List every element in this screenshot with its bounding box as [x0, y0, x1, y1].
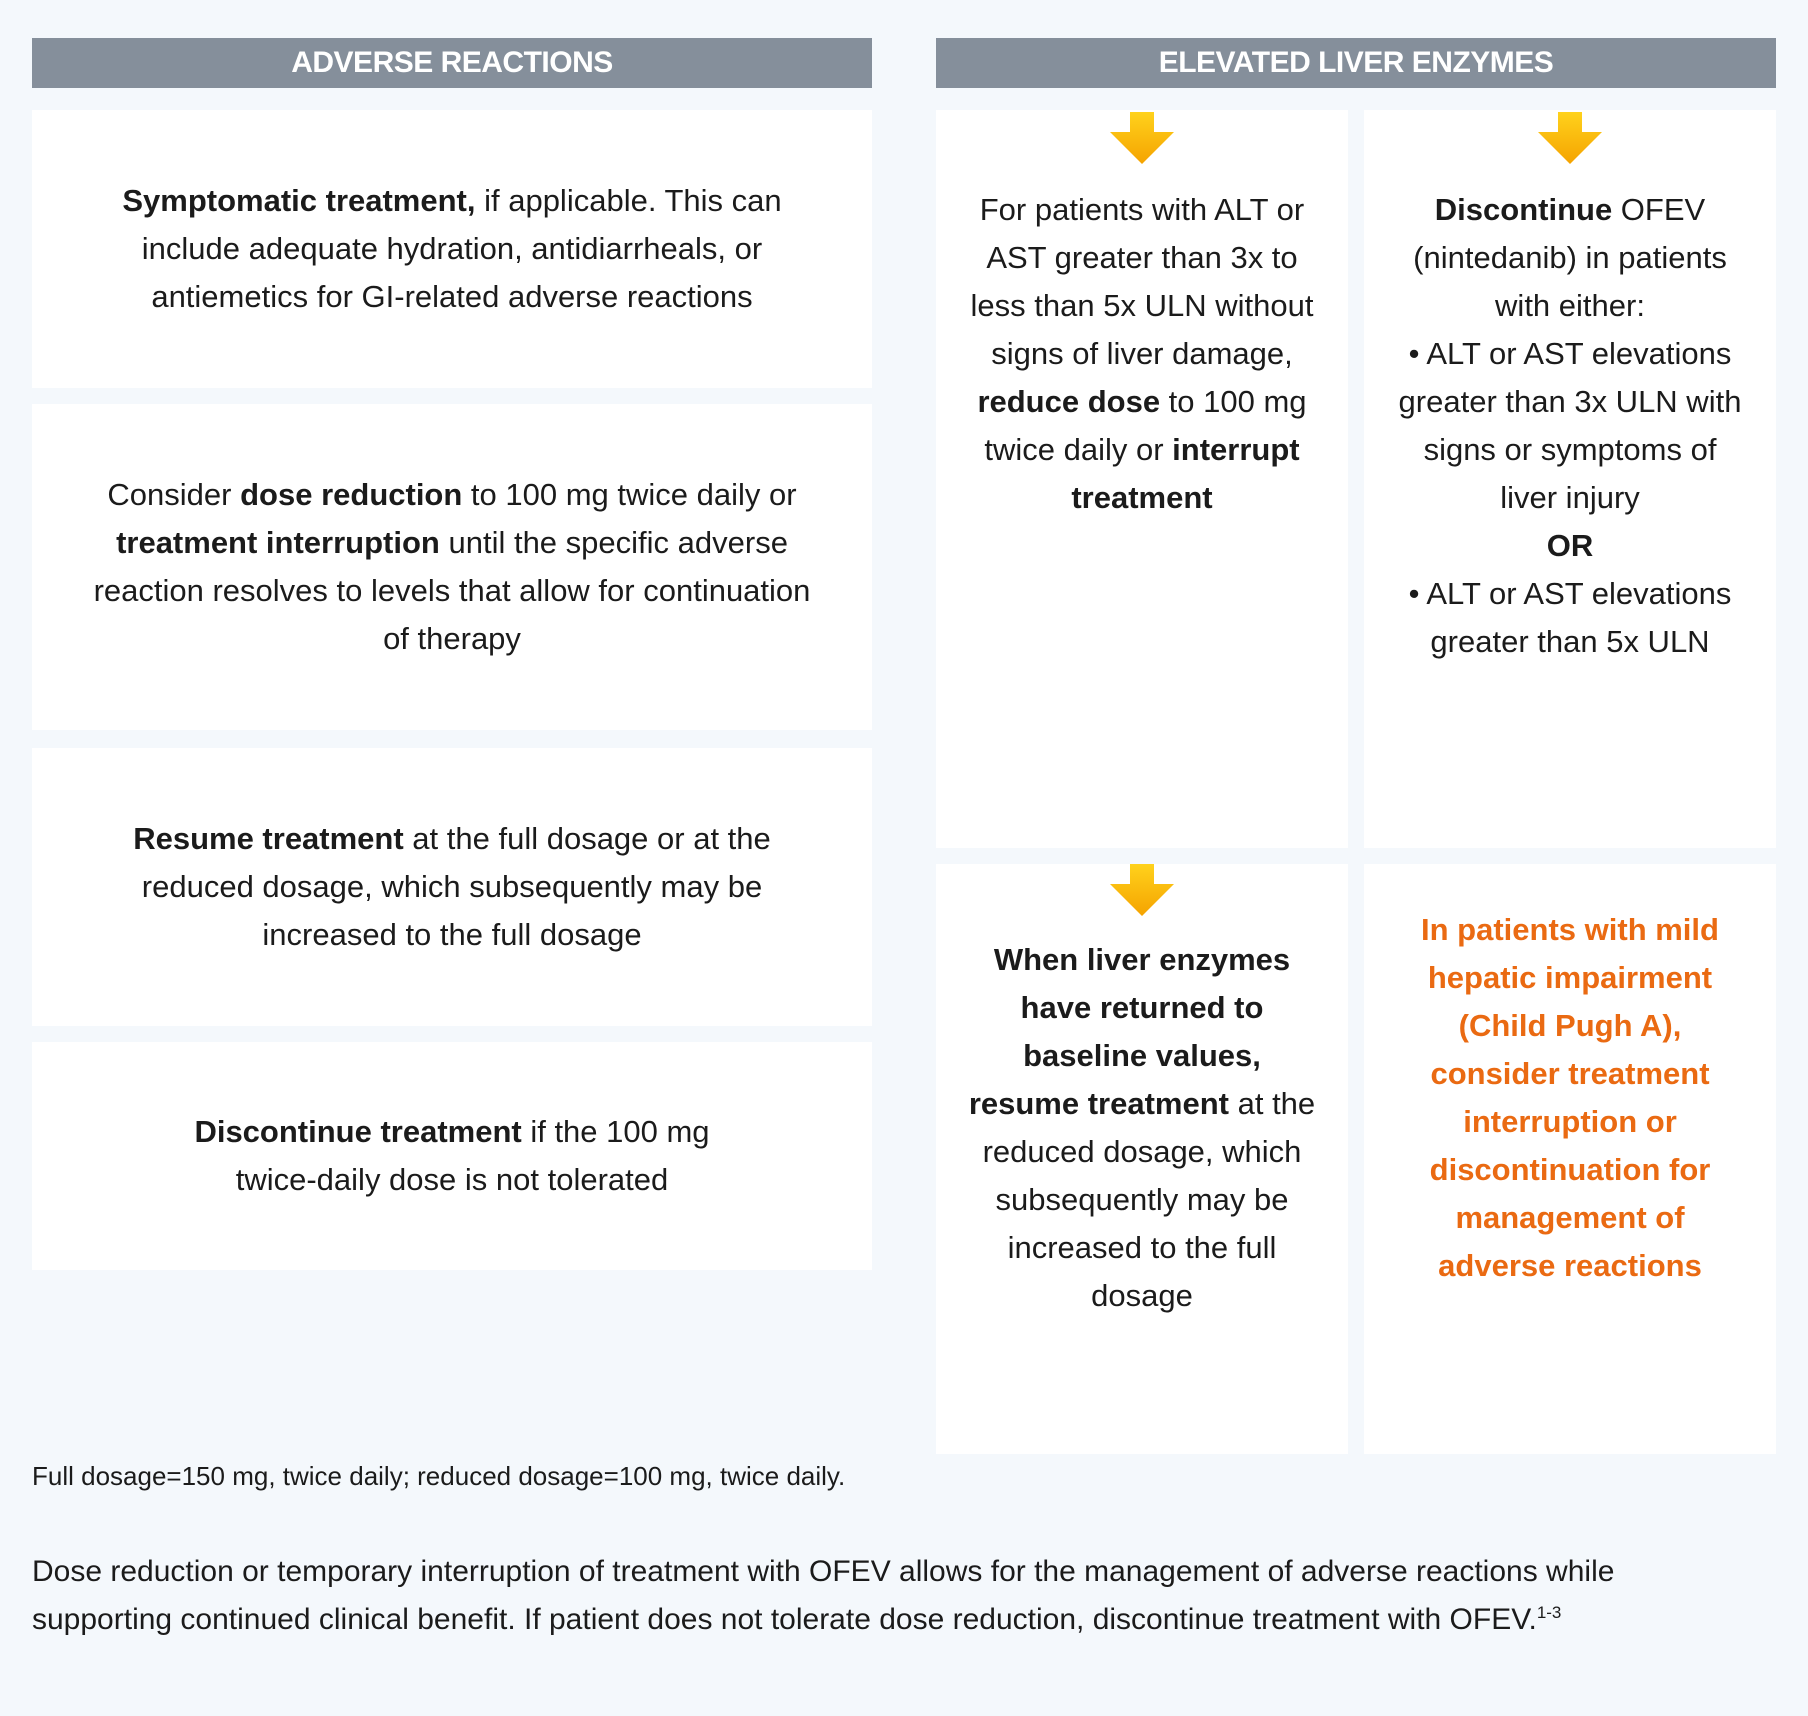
adverse-box-resume: [32, 748, 872, 1026]
resume-text: Resume treatment at the full dosage or at the reduced dosage, which subsequently may be increased to the full dosage: [133, 821, 771, 952]
down-arrow-icon: [1110, 864, 1174, 916]
adverse-box-discontinue: [32, 1042, 872, 1270]
liver-box-reduce-dose: [936, 110, 1348, 848]
symptomatic-text: Symptomatic treatment, if applicable. This can include adequate hydration, antidiarrheals, or antiemetics for GI-related adverse reactions: [122, 183, 782, 314]
liver-resume-text: When liver enzymes have returned to baseline values, resume treatment at the reduced dosage, which subsequently may be increased to the full dosage: [968, 942, 1316, 1313]
liver-box-resume: [936, 864, 1348, 1454]
reduce-dose-text: For patients with ALT or AST greater than 3x to less than 5x ULN without signs of liver damage, reduce dose to 100 mg twice daily or interrupt treatment: [970, 192, 1314, 515]
adverse-box-symptomatic: [32, 110, 872, 388]
discontinue-or: OR: [1546, 528, 1594, 563]
liver-box-discontinue: [1364, 110, 1776, 848]
discontinue-bullet-1: • ALT or AST elevations greater than 3x ULN with signs or symptoms of liver injury: [1398, 336, 1742, 515]
hepatic-impairment-text: In patients with mild hepatic impairment (Child Pugh A), consider treatment interruption or discontinuation for management of adverse reactions: [1421, 912, 1719, 1283]
adverse-box-dose-reduction: [32, 404, 872, 730]
down-arrow-icon: [1110, 112, 1174, 164]
elevated-liver-enzymes-header-label: ELEVATED LIVER ENZYMES: [1158, 46, 1554, 79]
discontinue-text: Discontinue treatment if the 100 mg twice-daily dose is not tolerated: [194, 1114, 710, 1197]
adverse-reactions-header-label: ADVERSE REACTIONS: [291, 46, 613, 79]
summary-text: Dose reduction or temporary interruption of treatment with OFEV allows for the management of adverse reactions while supporting continued clinical benefit. If patient does not tolerate dose reduction, discontinue treatment with OFEV.: [32, 1555, 1615, 1636]
dosage-footnote: Full dosage=150 mg, twice daily; reduced dosage=100 mg, twice daily.: [32, 1461, 846, 1491]
liver-box-hepatic-impairment: [1364, 864, 1776, 1454]
dose-reduction-text: Consider dose reduction to 100 mg twice daily or treatment interruption until the specific adverse reaction resolves to levels that allow for continuation of therapy: [93, 477, 811, 656]
discontinue-intro: Discontinue OFEV (nintedanib) in patients with either:: [1413, 192, 1727, 323]
discontinue-bullet-2: • ALT or AST elevations greater than 5x ULN: [1408, 576, 1732, 659]
down-arrow-icon: [1538, 112, 1602, 164]
summary-paragraph: [32, 1548, 1712, 1644]
adverse-reactions-header: [32, 38, 872, 88]
elevated-liver-enzymes-header: [936, 38, 1776, 88]
summary-reference: 1-3: [1536, 1603, 1562, 1622]
